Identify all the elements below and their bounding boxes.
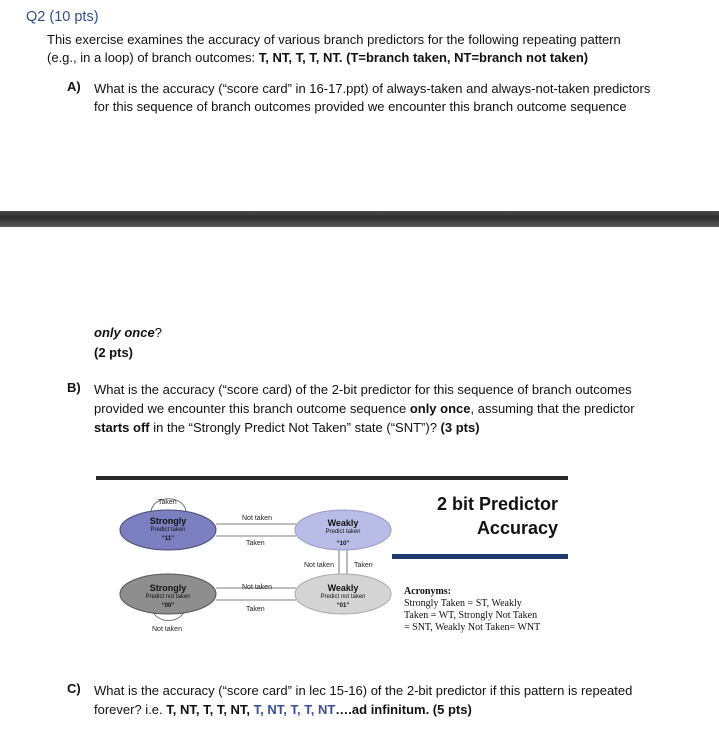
acronyms-line3: = SNT, Weakly Not Taken= WNT (404, 622, 541, 633)
acronyms-line2: Taken = WT, Strongly Not Taken (404, 610, 538, 621)
edge-label-wnt-to-snt: Taken (246, 606, 265, 613)
wt-name: Weakly (327, 518, 359, 528)
wnt-name: Weakly (327, 583, 359, 593)
edge-label-st-self: Taken (158, 499, 177, 506)
intro-plain: (e.g., in a loop) of branch outcomes: (47, 50, 259, 65)
acronyms-title: Acronyms: (404, 586, 452, 597)
part-c-seq-black: T, NT, T, T, NT, (166, 702, 254, 717)
question-mark: ? (154, 325, 162, 340)
edge-label-wt-down: Not taken (304, 562, 334, 569)
part-c-line1: What is the accuracy (“score card” in lec 15-16) of the 2-bit predictor if this pattern is repeated (94, 683, 633, 698)
acronyms-line1: Strongly Taken = ST, Weakly (404, 598, 522, 609)
slide-title-line2: Accuracy (476, 518, 558, 538)
part-a-continuation (94, 323, 162, 342)
slide-top-rule (96, 476, 568, 480)
edge-label-snt-self: Not taken (152, 626, 182, 633)
part-b-label (67, 380, 81, 395)
question-intro-line1: This exercise examines the accuracy of various branch predictors for the following repeating pattern (47, 32, 621, 47)
edge-label-wt-to-st: Taken (246, 540, 265, 547)
two-bit-predictor-slide (96, 476, 568, 646)
edge-label-snt-to-wnt: Not taken (242, 584, 272, 591)
part-b-line3-plain: in the “Strongly Predict Not Taken” state (“SNT”)? (149, 420, 441, 435)
acronyms-block (404, 586, 564, 634)
part-b-line1: What is the accuracy (“score card) of the 2-bit predictor for this sequence of branch outcomes (94, 382, 632, 397)
part-c-line2-plain: forever? i.e. (94, 702, 167, 717)
part-c-letter: C) (67, 681, 81, 696)
part-c-seq-tail: ….ad infinitum. (335, 702, 433, 717)
part-b-line2-tail: , assuming that the predictor (470, 401, 635, 416)
wnt-label (303, 584, 383, 611)
edge-label-st-to-wt: Not taken (242, 515, 272, 522)
part-c-points: (5 pts) (432, 702, 472, 717)
scan-divider-bar (0, 211, 719, 227)
part-b-line2-plain: provided we encounter this branch outcome sequence (94, 401, 410, 416)
st-code: “11” (161, 536, 175, 542)
part-a-points: (2 pts) (94, 345, 133, 360)
part-b-line3 (94, 418, 480, 437)
part-a-line2: for this sequence of branch outcomes provided we encounter this branch outcome sequence (94, 99, 627, 114)
snt-name: Strongly (149, 583, 187, 593)
part-a-letter: A) (67, 79, 81, 94)
wnt-sub: Predict not taken (320, 594, 366, 600)
st-label (128, 517, 208, 544)
question-intro-line2 (47, 49, 588, 67)
slide-title-line1: 2 bit Predictor (436, 494, 558, 514)
wt-code: “10” (336, 541, 350, 547)
part-c-line2 (94, 700, 472, 719)
part-a-label (67, 79, 81, 94)
part-b-line2 (94, 399, 635, 418)
part-c-seq-blue: T, NT, T, T, NT (253, 702, 336, 717)
branch-pattern: T, NT, T, T, NT. (T=branch taken, NT=branch not taken) (258, 50, 589, 65)
wt-sub: Predict taken (325, 529, 361, 535)
part-b-starts-off: starts off (94, 420, 150, 435)
wt-label (303, 519, 383, 549)
snt-sub: Predict not taken (145, 594, 191, 600)
question-title: Q2 (10 pts) (26, 9, 99, 25)
snt-label (128, 584, 208, 611)
st-sub: Predict taken (150, 527, 186, 533)
part-b-letter: B) (67, 380, 81, 395)
part-b-points: (3 pts) (440, 420, 480, 435)
edge-label-wnt-up: Taken (354, 562, 373, 569)
wnt-code: “01” (336, 603, 350, 609)
part-c-label (67, 681, 81, 696)
snt-code: “00” (161, 603, 175, 609)
only-once-italic: only once (94, 325, 155, 340)
part-a-line1: What is the accuracy (“score card” in 16-17.ppt) of always-taken and always-not-taken predictors (94, 81, 651, 96)
st-name: Strongly (149, 516, 187, 526)
part-b-only-once: only once (409, 401, 471, 416)
slide-blue-rule (392, 554, 568, 559)
